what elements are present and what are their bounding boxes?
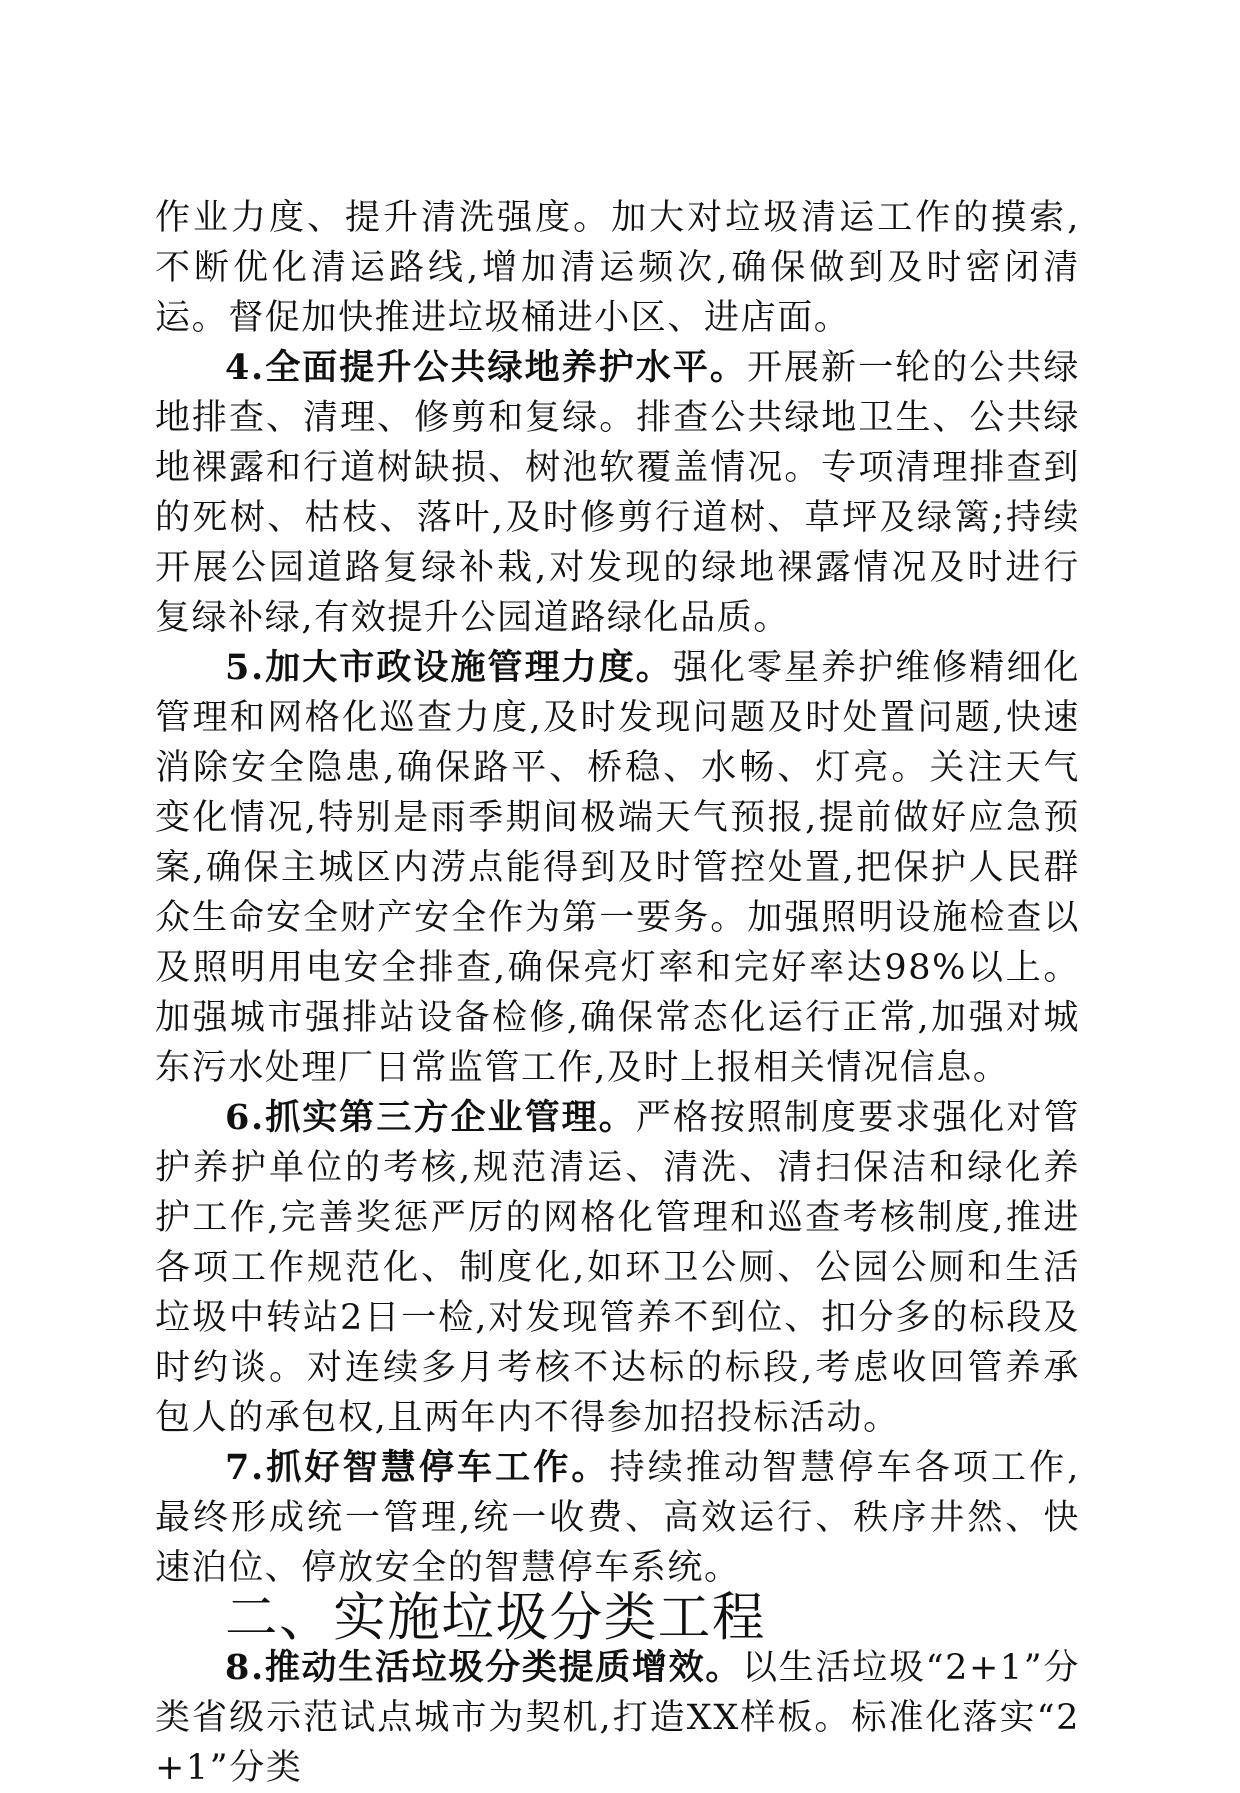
paragraph-third-party-management — [155, 1093, 1080, 1443]
paragraph-lead: 8.推动生活垃圾分类提质增效。 — [225, 1647, 743, 1688]
paragraph-municipal-facilities — [155, 643, 1080, 1093]
document-body — [155, 193, 1080, 1793]
paragraph-lead: 6.抓实第三方企业管理。 — [225, 1097, 636, 1138]
paragraph-text: 严格按照制度要求强化对管护养护单位的考核,规范清运、清洗、清扫保洁和绿化养护工作,完善奖惩严厉的网格化管理和巡查考核制度,推进各项工作规范化、制度化,如环卫公厕、公园公厕和生活垃圾中转站2日一检,对发现管养不到位、扣分多的标段及时约谈。对连续多月考核不达标的标段,考虑收回管养承包人的承包权,且两年内不得参加招投标活动。 — [155, 1098, 1080, 1438]
paragraph-continuation — [155, 193, 1080, 343]
paragraph-text: 开展新一轮的公共绿地排查、清理、修剪和复绿。排查公共绿地卫生、公共绿地裸露和行道树缺损、树池软覆盖情况。专项清理排查到的死树、枯枝、落叶,及时修剪行道树、草坪及绿篱;持续开展公园道路复绿补栽,对发现的绿地裸露情况及时进行复绿补绿,有效提升公园道路绿化品质。 — [155, 348, 1080, 638]
paragraph-lead: 4.全面提升公共绿地养护水平。 — [225, 347, 747, 388]
paragraph-lead: 5.加大市政设施管理力度。 — [225, 647, 673, 688]
paragraph-text: 强化零星养护维修精细化管理和网格化巡查力度,及时发现问题及时处置问题,快速消除安全隐患,确保路平、桥稳、水畅、灯亮。关注天气变化情况,特别是雨季期间极端天气预报,提前做好应急预案,确保主城区内涝点能得到及时管控处置,把保护人民群众生命安全财产安全作为第一要务。加强照明设施检查以及照明用电安全排查,确保亮灯率和完好率达98%以上。加强城市强排站设备检修,确保常态化运行正常,加强对城东污水处理厂日常监管工作,及时上报相关情况信息。 — [155, 648, 1080, 1088]
paragraph-greenland-maintenance — [155, 343, 1080, 643]
paragraph-text: 持续推动智慧停车各项工作,最终形成统一管理,统一收费、高效运行、秩序井然、快速泊位、停放安全的智慧停车系统。 — [155, 1448, 1080, 1588]
paragraph-lead: 7.抓好智慧停车工作。 — [225, 1447, 610, 1488]
section-heading: 二、实施垃圾分类工程 — [225, 1587, 767, 1648]
paragraph-smart-parking — [155, 1443, 1080, 1593]
paragraph-text: 以生活垃圾“2+1”分类省级示范试点城市为契机,打造XX样板。标准化落实“2+1”分类 — [155, 1648, 1081, 1788]
paragraph-text: 作业力度、提升清洗强度。加大对垃圾清运工作的摸索,不断优化清运路线,增加清运频次,确保做到及时密闭清运。督促加快推进垃圾桶进小区、进店面。 — [155, 198, 1080, 338]
paragraph-garbage-classification — [155, 1643, 1080, 1793]
